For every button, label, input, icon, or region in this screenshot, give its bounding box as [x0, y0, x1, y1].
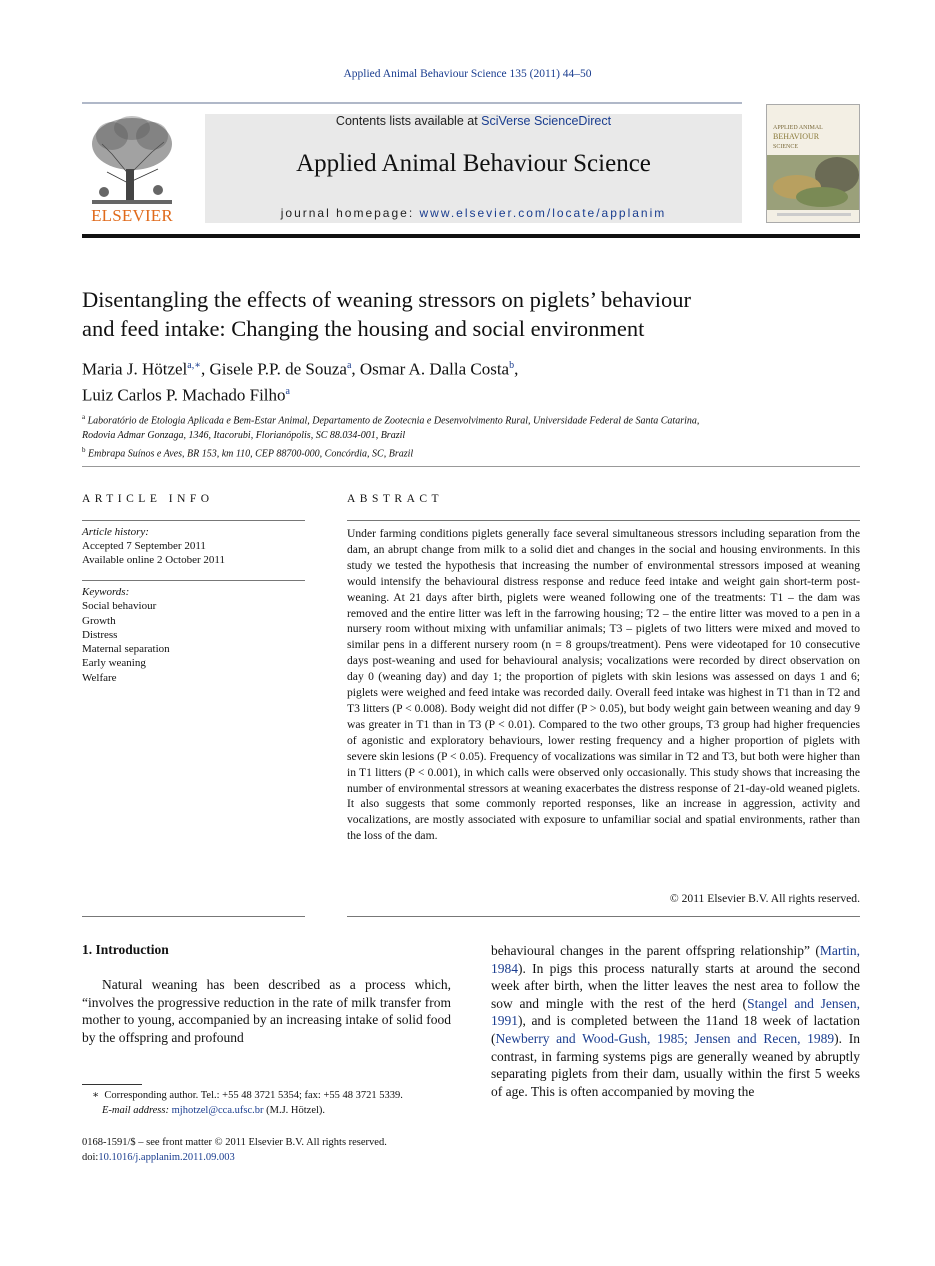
author-name: Luiz Carlos P. Machado Filho [82, 385, 286, 405]
keyword-item: Early weaning [82, 657, 146, 670]
affiliation-b [82, 443, 860, 462]
footnote-contact: Corresponding author. Tel.: +55 48 3721 5354; fax: +55 48 3721 5339. [104, 1090, 403, 1101]
cover-art-icon [767, 105, 860, 223]
copyright-notice: © 2011 Elsevier B.V. All rights reserved. [669, 892, 860, 905]
reference-link[interactable]: Martin, 1984 [491, 943, 860, 976]
homepage-line [205, 206, 742, 220]
keywords [82, 585, 305, 685]
reference-link[interactable]: Newberry and Wood-Gush, 1985; Jensen and Recen, 1989 [495, 1030, 835, 1046]
section-rule [82, 466, 860, 467]
author-affil-link[interactable]: a [285, 385, 290, 397]
author-affil-link[interactable]: b [509, 360, 515, 371]
intro-paragraph-left: Natural weaning has been described as a process which, “involves the progressive reduction in the rate of milk transfer from mother to young, accompanied by an increasing intake of solid food by the offspring and profound [82, 977, 451, 1045]
sciencedirect-link[interactable]: SciVerse ScienceDirect [481, 114, 612, 128]
keyword-item: Growth [82, 614, 116, 627]
author-sep: , [351, 359, 360, 379]
top-rule [82, 102, 742, 104]
article-info-rule [82, 520, 305, 521]
email-suffix: (M.J. Hötzel). [263, 1104, 326, 1116]
intro-text: behavioural changes in the parent offspring relationship” ( [491, 943, 820, 958]
author-name: Osmar A. Dalla Costa [359, 359, 510, 379]
cover-title-line-2: BEHAVIOUR [773, 132, 820, 141]
affiliations [82, 410, 860, 462]
cover-title-line-1: APPLIED ANIMAL [773, 125, 823, 131]
header-thick-rule [82, 234, 860, 238]
contents-prefix: Contents lists available at [335, 114, 482, 128]
intro-text: ). In pigs this process naturally starts at around the second week after birth, when the litter leaves the nest area to follow the sow and mingle with the rest of the herd ( [491, 960, 860, 1011]
abstract-rule [347, 520, 860, 521]
affil-mark: a [82, 413, 86, 421]
homepage-link[interactable]: www.elsevier.com/locate/applanim [419, 206, 667, 220]
journal-citation[interactable]: Applied Animal Behaviour Science 135 (2011) 44–50 [343, 68, 592, 80]
intro-paragraph-right [491, 942, 860, 1100]
author-name: Maria J. Hötzel [82, 359, 188, 379]
email-link[interactable]: mjhotzel@cca.ufsc.br [171, 1104, 264, 1116]
footnote-mark: ∗ [92, 1090, 100, 1101]
doi-link[interactable]: 10.1016/j.applanim.2011.09.003 [98, 1151, 235, 1163]
author-affil-link[interactable]: a [346, 360, 352, 371]
front-matter [82, 1136, 482, 1165]
keyword-item: Social behaviour [82, 600, 157, 613]
keyword-item: Maternal separation [82, 643, 170, 656]
affiliation-a-cont [82, 429, 860, 444]
email-label: E-mail address: [102, 1104, 172, 1116]
article-info-heading: ARTICLE INFO [82, 493, 214, 505]
title-line-2: and feed intake: Changing the housing and social environment [82, 316, 645, 341]
journal-cover-thumbnail[interactable] [766, 104, 860, 223]
author-affil-link[interactable]: a,∗ [187, 360, 202, 371]
title-line-1: Disentangling the effects of weaning stressors on piglets’ behaviour [82, 287, 692, 312]
cover-title-line-3: SCIENCE [773, 144, 799, 150]
author-sep: , [201, 359, 210, 379]
reference-link[interactable]: Stangel and Jensen, 1991 [491, 995, 860, 1029]
contents-line [205, 114, 742, 128]
homepage-prefix: journal homepage: [280, 206, 420, 220]
affil-text: Rodovia Admar Gonzaga, 1346, Itacorubi, Florianópolis, SC 88.034-001, Brazil [82, 429, 406, 441]
accepted-date: Accepted 7 September 2011 [82, 540, 206, 552]
intro-text: ). In contrast, in farming systems pigs are generally weaned by abruptly separating piglets from their dam, usually within the first 5 weeks of age. This is often accompanied by moving the [491, 1030, 860, 1099]
affil-mark: b [82, 446, 86, 455]
abstract-bottom-rule [347, 916, 860, 917]
affil-text: Embrapa Suínos e Aves, BR 153, km 110, CEP 88700-000, Concórdia, SC, Brazil [88, 448, 414, 460]
footnote-rule [82, 1084, 142, 1085]
article-info-bottom-rule [82, 916, 305, 917]
article-history [82, 525, 305, 567]
author-sep: , [514, 359, 519, 379]
issn-line: 0168-1591/$ – see front matter © 2011 Elsevier B.V. All rights reserved. [82, 1137, 387, 1148]
abstract-heading: ABSTRACT [347, 493, 444, 505]
doi-prefix: doi: [82, 1151, 99, 1163]
paper-title [82, 285, 842, 343]
online-date: Available online 2 October 2011 [82, 554, 225, 566]
journal-name: Applied Animal Behaviour Science [296, 150, 651, 177]
intro-text: ), and is completed between the 11and 18 week of lactation ( [491, 1013, 860, 1046]
elsevier-wordmark: ELSEVIER [91, 206, 173, 225]
keyword-item: Distress [82, 628, 118, 641]
author-list [82, 355, 842, 406]
affil-text: Laboratório de Etologia Aplicada e Bem-Estar Animal, Departamento de Zootecnia e Desenvolvimento Rural, Universidade Federal de Santa Catarina, [87, 415, 700, 427]
abstract-text: Under farming conditions piglets generally face several simultaneous stressors including separation from the dam, an abrupt change from milk to a solid diet and changes in the social and housing environments. In this study we tested the hypothesis that increasing the number of environmental stressors imposed at weaning would intensify the behavioural distress response and reduce feed intake and weight gain short-term post-weaning. At 21 days after birth, piglets were weaned following one of the treatments: T1 – the dam was removed and the entire litter was left in the farrowing housing; T2 – the entire litter was moved to a pen in a nursery room without mixing with unfamiliar animals; T3 – piglets of two litters were mixed and moved to similar pens in a different nursery room (n = 8 groups/treatment). Pens were videotaped for 10 consecutive days post-weaning and used for behavioural analysis; vocalizations were recorded by direct observation on day 0 (weaning day) and day 1; the proportion of piglets with skin lesions was assessed on days 1 and 6; piglets were weighed and feed intake was recorded daily. Overall feed intake was highest in T1 than in T2 and T3 litters (P < 0.008). Body weight did not differ (P > 0.05), but body weight gain between weaning and day 9 was greater in T1 than in T3 (P < 0.01). Compared to the two other groups, T3 group had higher frequencies of agonistic and exploratory behaviours, lower resting frequency and a higher proportion of piglets with severe skin lesions (P < 0.05). Frequency of vocalizations was similar in T2 and T3, but both were higher than in T1 litters (P < 0.001), in which calls were observed only occasionally. This study shows that increasing the number of environmental stressors at weaning exacerbates the distress response of 21-day-old weaned piglets. It also suggests that some commonly reported responses, like an increase in aggression, activity and vocalizations, are mostly associated with exposure to unfamiliar social and spatial environments, rather than the loss of the dam. [347, 527, 860, 843]
affiliation-a [82, 410, 860, 429]
introduction-heading: 1. Introduction [82, 942, 169, 957]
keywords-label: Keywords: [82, 586, 130, 598]
history-label: Article history: [82, 526, 149, 538]
author-name: Gisele P.P. de Souza [209, 359, 347, 379]
corresponding-author-footnote [82, 1089, 451, 1118]
keyword-item: Welfare [82, 671, 117, 684]
article-info-rule-2 [82, 580, 305, 581]
